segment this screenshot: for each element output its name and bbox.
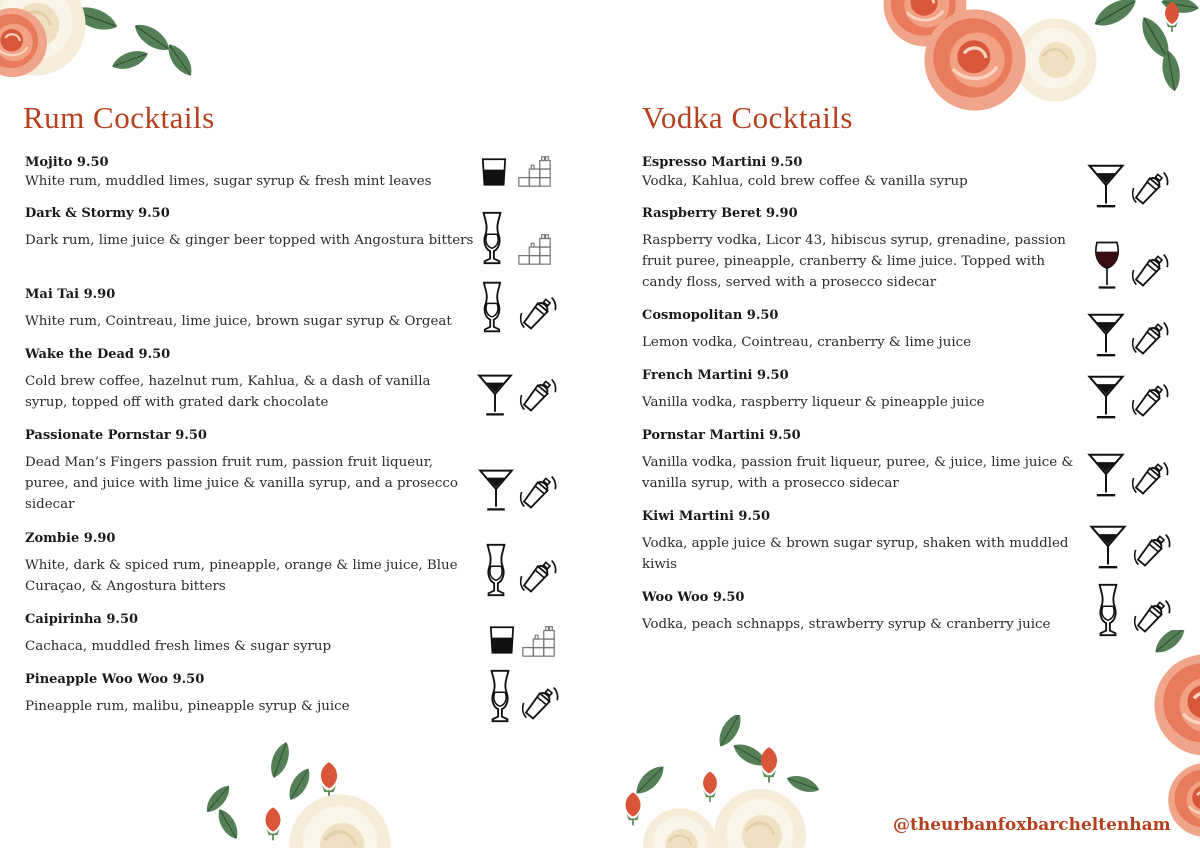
shaker-icon <box>1130 168 1170 208</box>
menu-item-kiwi-martini <box>642 509 1082 575</box>
menu-item-passionate-pornstar <box>25 428 475 515</box>
menu-item-mai-tai <box>25 287 475 332</box>
item-name: Pornstar Martini 9.50 <box>642 428 801 443</box>
shaker-icon <box>1132 596 1172 636</box>
item-name: Zombie 9.90 <box>25 531 116 546</box>
shaker-icon <box>518 556 558 596</box>
item-name: Mai Tai 9.90 <box>25 287 116 302</box>
martini-glass-icon <box>1087 374 1125 420</box>
floral-decoration-top-left <box>0 0 210 100</box>
hurricane-glass-icon <box>478 210 506 266</box>
martini-glass-icon <box>477 468 515 512</box>
menu-item-raspberry-beret <box>642 206 1082 293</box>
martini-glass-icon <box>1087 452 1125 498</box>
shaker-icon <box>1132 530 1172 570</box>
martini-glass-icon <box>1087 163 1125 209</box>
menu-item-espresso-martini <box>642 155 1082 192</box>
build-icon <box>520 620 558 660</box>
item-description: Cold brew coffee, hazelnut rum, Kahlua, & a dash of vanilla syrup, topped off with grated dark chocolate <box>25 374 431 410</box>
menu-item-caipirinha <box>25 612 475 657</box>
item-name: Raspberry Beret 9.90 <box>642 206 798 221</box>
item-description: Vanilla vodka, raspberry liqueur & pineapple juice <box>642 395 985 410</box>
item-name: Woo Woo 9.50 <box>642 590 745 605</box>
martini-glass-icon <box>476 373 514 417</box>
instagram-handle: @theurbanfoxbarcheltenham <box>893 815 1171 835</box>
shaker-icon <box>520 683 560 723</box>
hurricane-glass-icon <box>482 542 510 598</box>
martini-glass-icon <box>1089 524 1127 570</box>
floral-decoration-bottom-left <box>200 720 420 848</box>
build-icon <box>516 150 554 190</box>
floral-decoration-top-right <box>860 0 1200 120</box>
shaker-icon <box>1130 250 1170 290</box>
item-description: White rum, muddled limes, sugar syrup & fresh mint leaves <box>25 174 432 189</box>
menu-item-mojito <box>25 155 475 192</box>
shaker-icon <box>518 375 558 415</box>
item-name: French Martini 9.50 <box>642 368 789 383</box>
item-description: Lemon vodka, Cointreau, cranberry & lime juice <box>642 335 972 350</box>
menu-item-wake-the-dead <box>25 347 475 413</box>
rocks-glass-icon <box>486 622 518 658</box>
item-description: Vodka, Kahlua, cold brew coffee & vanilla syrup <box>642 174 968 189</box>
martini-glass-icon <box>1087 312 1125 358</box>
menu-item-pineapple-woo-woo <box>25 672 475 717</box>
item-description: White, dark & spiced rum, pineapple, orange & lime juice, Blue Curaçao, & Angostura bitters <box>25 558 458 594</box>
item-description: Vanilla vodka, passion fruit liqueur, puree, & juice, lime juice & vanilla syrup, with a prosecco sidecar <box>642 455 1074 491</box>
item-name: Kiwi Martini 9.50 <box>642 509 771 524</box>
wine-glass-icon <box>1092 236 1122 294</box>
menu-item-woo-woo <box>642 590 1082 635</box>
build-icon <box>516 228 554 268</box>
hurricane-glass-icon <box>486 668 514 724</box>
item-name: Cosmopolitan 9.50 <box>642 308 779 323</box>
item-name: Wake the Dead 9.50 <box>25 347 171 362</box>
menu-item-zombie <box>25 531 475 597</box>
hurricane-glass-icon <box>1094 582 1122 638</box>
item-name: Pineapple Woo Woo 9.50 <box>25 672 205 687</box>
item-name: Espresso Martini 9.50 <box>642 155 803 170</box>
item-name: Mojito 9.50 <box>25 155 109 170</box>
rum-cocktails-heading: Rum Cocktails <box>23 100 215 135</box>
shaker-icon <box>1130 458 1170 498</box>
item-description: Vodka, peach schnapps, strawberry syrup & cranberry juice <box>642 617 1051 632</box>
rocks-glass-icon <box>478 154 510 190</box>
item-description: Dead Man’s Fingers passion fruit rum, passion fruit liqueur, puree, and juice with lime juice & vanilla syrup, and a prosecco sidecar <box>25 455 458 512</box>
item-description: Dark rum, lime juice & ginger beer topped with Angostura bitters <box>25 233 474 248</box>
shaker-icon <box>518 293 558 333</box>
hurricane-glass-icon <box>478 280 506 334</box>
item-name: Caipirinha 9.50 <box>25 612 139 627</box>
floral-decoration-bottom-center <box>600 715 840 848</box>
shaker-icon <box>518 472 558 512</box>
item-description: Cachaca, muddled fresh limes & sugar syrup <box>25 639 332 654</box>
item-description: Vodka, apple juice & brown sugar syrup, shaken with muddled kiwis <box>642 536 1069 572</box>
menu-item-french-martini <box>642 368 1082 413</box>
item-description: White rum, Cointreau, lime juice, brown sugar syrup & Orgeat <box>25 314 452 329</box>
shaker-icon <box>1130 318 1170 358</box>
menu-item-cosmopolitan <box>642 308 1082 353</box>
menu-item-pornstar-martini <box>642 428 1082 494</box>
item-description: Raspberry vodka, Licor 43, hibiscus syrup, grenadine, passion fruit puree, pineapple, cranberry & lime juice. Topped with candy floss, served with a prosecco sidecar <box>642 233 1066 290</box>
shaker-icon <box>1130 380 1170 420</box>
item-name: Passionate Pornstar 9.50 <box>25 428 207 443</box>
item-description: Pineapple rum, malibu, pineapple syrup & juice <box>25 699 350 714</box>
item-name: Dark & Stormy 9.50 <box>25 206 170 221</box>
menu-item-dark-and-stormy <box>25 206 475 251</box>
vodka-cocktails-heading: Vodka Cocktails <box>642 100 853 135</box>
